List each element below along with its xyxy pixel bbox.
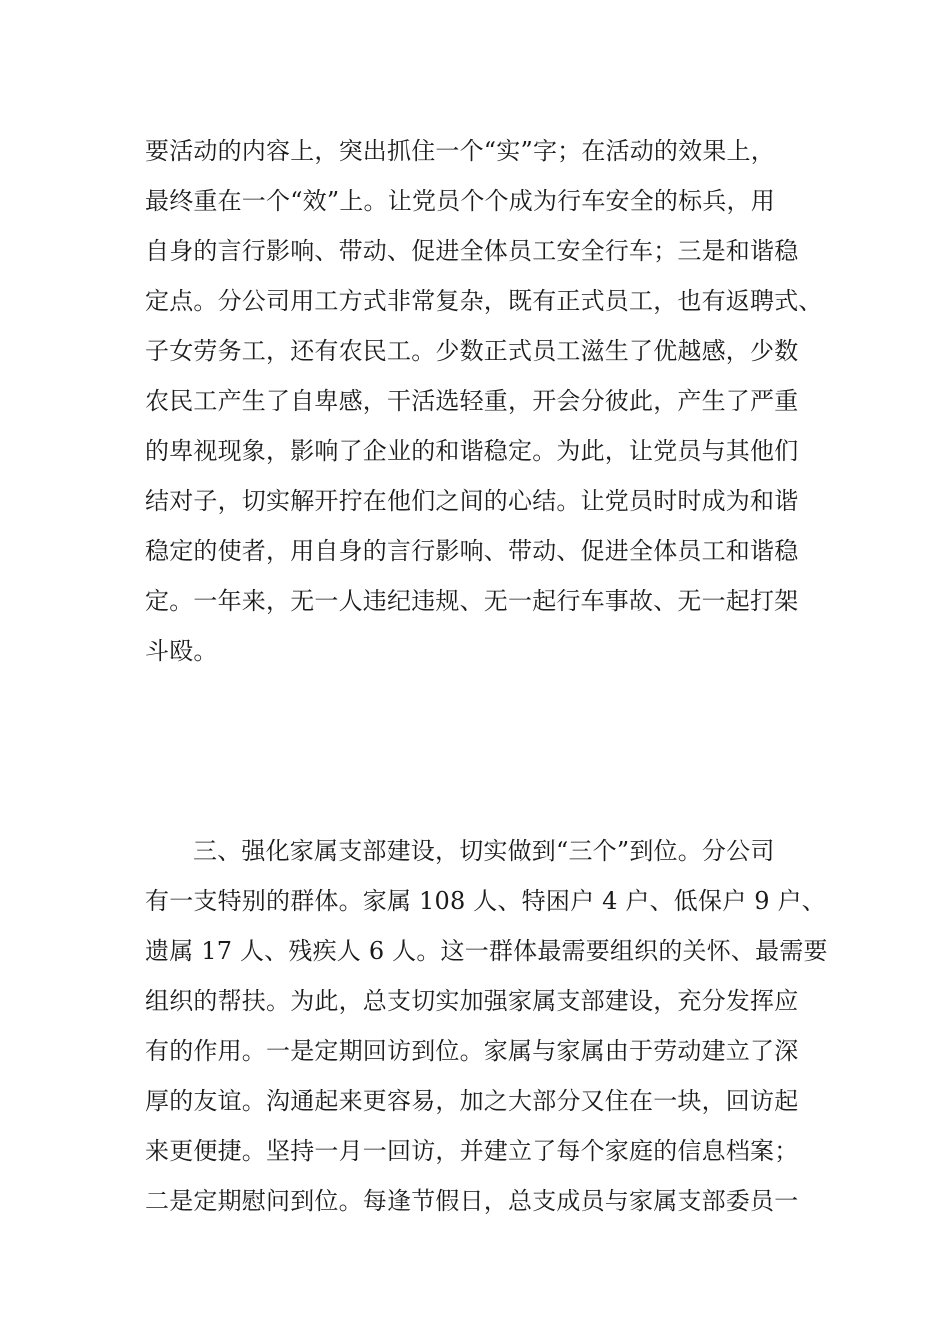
paragraph-1-line-7: 的卑视现象，影响了企业的和谐稳定。为此，让党员与其他们: [145, 437, 799, 465]
paragraph-2-line-5: 有的作用。一是定期回访到位。家属与家属由于劳动建立了深: [145, 1037, 799, 1065]
paragraph-1-line-2: 最终重在一个“效”上。让党员个个成为行车安全的标兵，用: [145, 187, 775, 215]
paragraph-1-line-4: 定点。分公司用工方式非常复杂，既有正式员工，也有返聘式、: [145, 287, 823, 315]
paragraph-1-line-5: 子女劳务工，还有农民工。少数正式员工滋生了优越感，少数: [145, 337, 799, 365]
paragraph-2-line-1: 三、强化家属支部建设，切实做到“三个”到位。分公司: [193, 837, 775, 865]
paragraph-1-line-3: 自身的言行影响、带动、促进全体员工安全行车；三是和谐稳: [145, 237, 799, 265]
paragraph-2-line-6: 厚的友谊。沟通起来更容易，加之大部分又住在一块，回访起: [145, 1087, 799, 1115]
paragraph-2-line-7: 来更便捷。坚持一月一回访，并建立了每个家庭的信息档案；: [145, 1137, 799, 1165]
paragraph-1-line-10: 定。一年来，无一人违纪违规、无一起行车事故、无一起打架: [145, 587, 799, 615]
paragraph-2-line-2: 有一支特别的群体。家属 108 人、特困户 4 户、低保户 9 户、: [145, 887, 826, 915]
paragraph-1-line-9: 稳定的使者，用自身的言行影响、带动、促进全体员工和谐稳: [145, 537, 799, 565]
paragraph-2-line-8: 二是定期慰问到位。每逢节假日，总支成员与家属支部委员一: [145, 1187, 799, 1215]
paragraph-1-line-6: 农民工产生了自卑感，干活选轻重，开会分彼此，产生了严重: [145, 387, 799, 415]
paragraph-1-line-1: 要活动的内容上，突出抓住一个“实”字；在活动的效果上，: [145, 137, 775, 165]
paragraph-1-line-8: 结对子，切实解开拧在他们之间的心结。让党员时时成为和谐: [145, 487, 799, 515]
paragraph-2-line-4: 组织的帮扶。为此，总支切实加强家属支部建设，充分发挥应: [145, 987, 799, 1015]
paragraph-2-line-3: 遗属 17 人、残疾人 6 人。这一群体最需要组织的关怀、最需要: [145, 937, 828, 965]
paragraph-1-line-11: 斗殴。: [145, 637, 218, 665]
